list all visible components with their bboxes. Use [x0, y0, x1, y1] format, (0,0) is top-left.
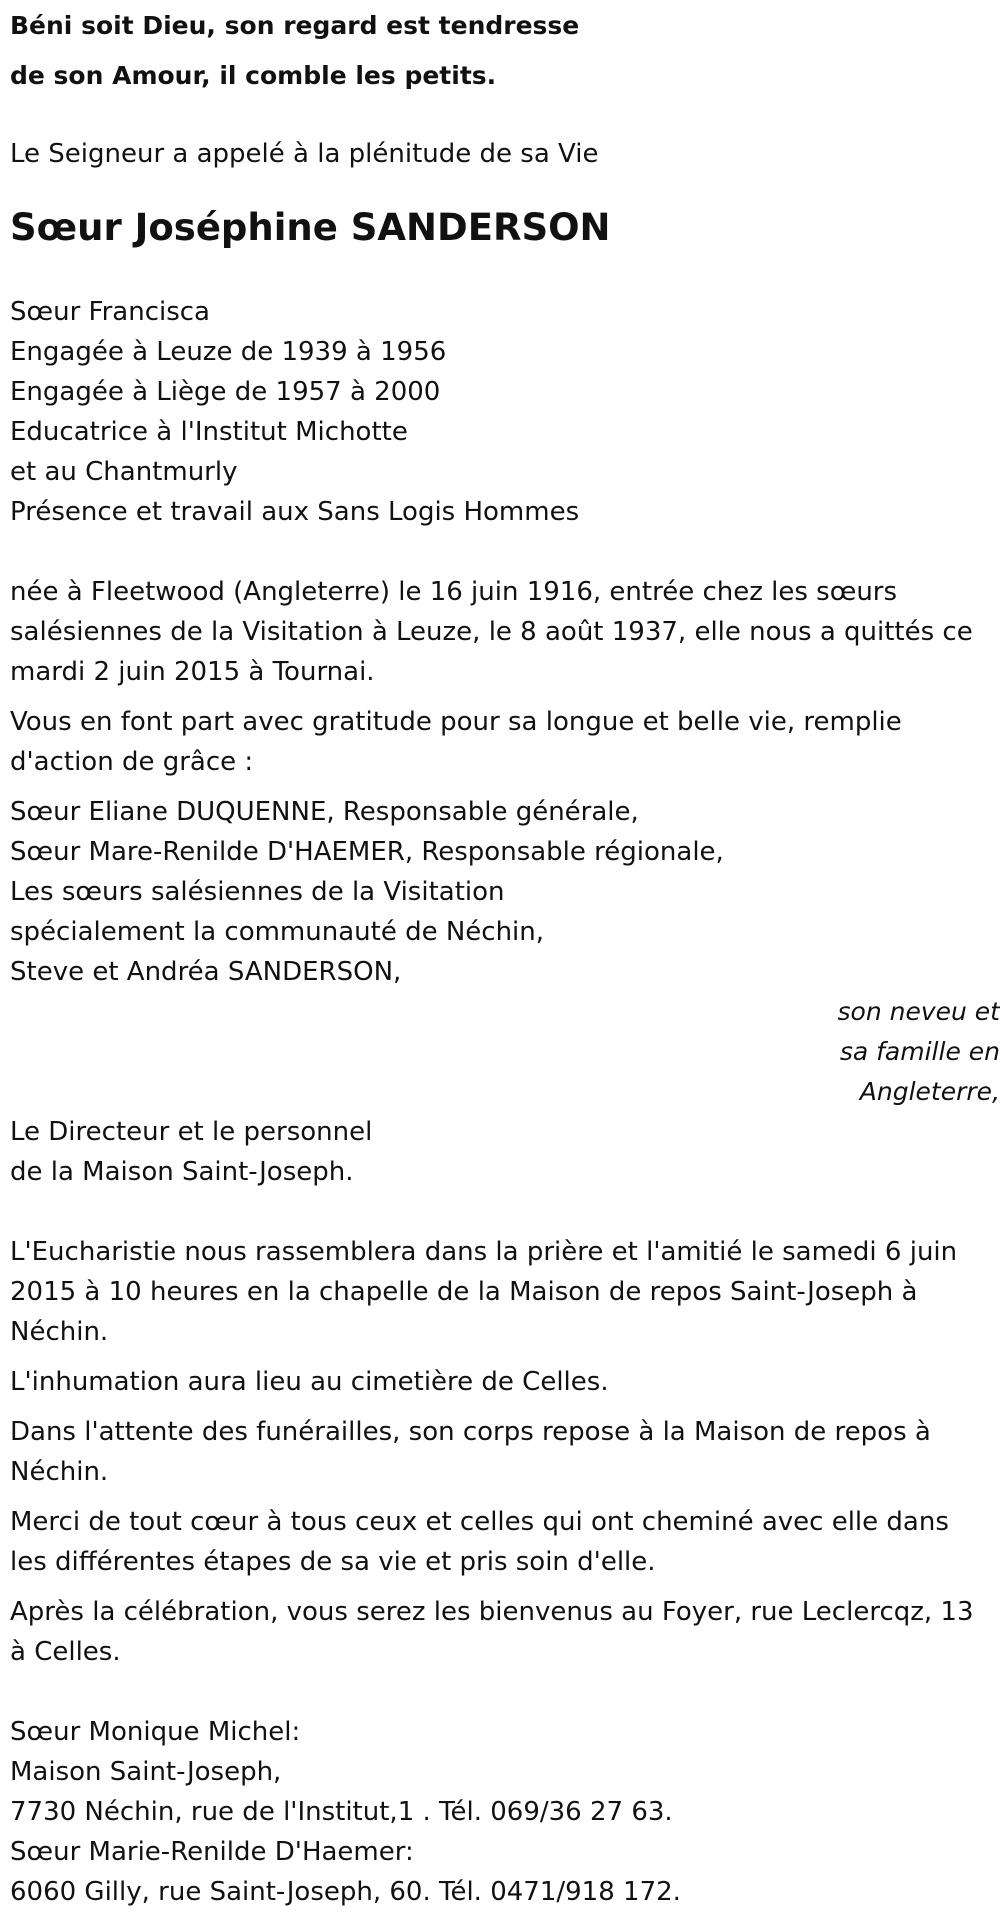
roles-list — [10, 292, 1000, 532]
announcement-paragraph: Vous en font part avec gratitude pour sa longue et belle vie, remplie d'action de grâce : — [10, 707, 902, 777]
role-line: et au Chantmurly — [10, 457, 238, 487]
thanks-paragraph: Merci de tout cœur à tous ceux et celles qui ont cheminé avec elle dans les différentes étapes de sa vie et pris soin d'elle. — [10, 1507, 949, 1577]
verse-line: de son Amour, il comble les petits. — [10, 61, 497, 90]
ceremony-block — [10, 1232, 1000, 1672]
director-line: de la Maison Saint-Joseph. — [10, 1157, 354, 1187]
family-list — [10, 792, 1000, 992]
verse-block — [10, 0, 1000, 100]
contacts-block — [10, 1712, 1000, 1912]
burial-paragraph: L'inhumation aura lieu au cimetière de Celles. — [10, 1367, 609, 1397]
contact-line: Sœur Marie-Renilde D'Haemer: — [10, 1837, 414, 1867]
contact-line: 7730 Néchin, rue de l'Institut,1 . Tél. 069/36 27 63. — [10, 1797, 673, 1827]
bio-paragraph: née à Fleetwood (Angleterre) le 16 juin 1916, entrée chez les sœurs salésiennes de la Visitation à Leuze, le 8 août 1937, elle nous a quittés ce mardi 2 juin 2015 à Tournai. — [10, 577, 973, 687]
reception-paragraph: Après la célébration, vous serez les bienvenus au Foyer, rue Leclercqz, 13 à Celles. — [10, 1597, 974, 1667]
director-block — [10, 1112, 1000, 1192]
role-line: Educatrice à l'Institut Michotte — [10, 417, 408, 447]
role-line: Engagée à Liège de 1957 à 2000 — [10, 377, 441, 407]
family-line: Sœur Eliane DUQUENNE, Responsable générale, — [10, 797, 639, 827]
contact-line: Sœur Monique Michel: — [10, 1717, 301, 1747]
contact-line: Maison Saint-Joseph, — [10, 1757, 282, 1787]
role-line: Sœur Francisca — [10, 297, 210, 327]
intro-text: Le Seigneur a appelé à la plénitude de sa Vie — [10, 139, 599, 169]
repose-paragraph: Dans l'attente des funérailles, son corps repose à la Maison de repos à Néchin. — [10, 1417, 931, 1487]
deceased-name: Sœur Joséphine SANDERSON — [10, 206, 611, 249]
verse-line: Béni soit Dieu, son regard est tendresse — [10, 11, 580, 40]
director-line: Le Directeur et le personnel — [10, 1117, 373, 1147]
contact-line: 6060 Gilly, rue Saint-Joseph, 60. Tél. 0471/918 172. — [10, 1877, 681, 1907]
family-line: spécialement la communauté de Néchin, — [10, 917, 545, 947]
role-line: Engagée à Leuze de 1939 à 1956 — [10, 337, 447, 367]
family-note: son neveu et sa famille en Angleterre, — [837, 997, 1000, 1106]
family-line: Les sœurs salésiennes de la Visitation — [10, 877, 505, 907]
eucharist-paragraph: L'Eucharistie nous rassemblera dans la prière et l'amitié le samedi 6 juin 2015 à 10 heures en la chapelle de la Maison de repos Saint-Joseph à Néchin. — [10, 1237, 958, 1347]
family-line: Sœur Mare-Renilde D'HAEMER, Responsable régionale, — [10, 837, 724, 867]
family-line: Steve et Andréa SANDERSON, — [10, 957, 402, 987]
role-line: Présence et travail aux Sans Logis Hommes — [10, 497, 580, 527]
